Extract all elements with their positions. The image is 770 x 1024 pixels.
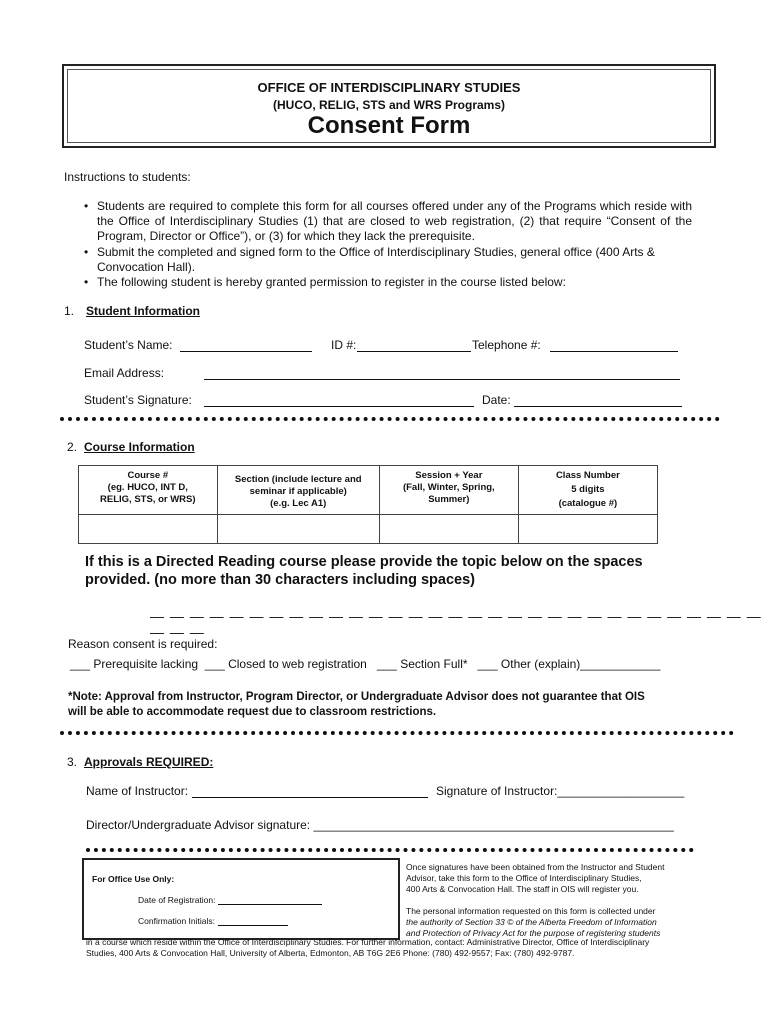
registration-date-field[interactable] (218, 904, 322, 905)
column-header-class-number: Class Number 5 digits (catalogue #) (518, 466, 657, 515)
instructor-name-field[interactable] (192, 797, 428, 798)
student-id-label: ID #: (331, 338, 357, 352)
telephone-label: Telephone #: (472, 338, 541, 352)
class-number-cell[interactable] (518, 515, 657, 544)
instructor-name-label: Name of Instructor: (86, 784, 189, 798)
course-cell[interactable] (79, 515, 218, 544)
reason-heading: Reason consent is required: (68, 637, 218, 651)
office-use-title: For Office Use Only: (92, 874, 175, 884)
email-field[interactable] (204, 379, 680, 380)
email-label: Email Address: (84, 366, 165, 380)
column-header-course: Course # (eg. HUCO, INT D, RELIG, STS, or WRS) (79, 466, 218, 515)
student-name-label: Student’s Name: (84, 338, 173, 352)
footer-instructions: Once signatures have been obtained from the Instructor and Student Advisor, take this form to the Office of Interdisciplinary Studies, 400 Arts & Convocation Hall. The staff in OIS will register you. (406, 862, 665, 894)
bullet-icon: • (84, 245, 89, 259)
section-divider (86, 848, 694, 852)
confirmation-initials-label: Confirmation Initials: (138, 916, 216, 926)
office-use-box (82, 858, 400, 940)
page-title: Consent Form (307, 112, 471, 139)
session-cell[interactable] (379, 515, 518, 544)
section-cell[interactable] (217, 515, 379, 544)
telephone-field[interactable] (550, 351, 678, 352)
instruction-bullet-3 (84, 275, 692, 290)
table-header-row (79, 466, 658, 515)
instruction-text-2: Submit the completed and signed form to the Office of Interdisciplinary Studies, general office (400 Arts & Convocation Hall). (97, 245, 655, 274)
office-name: OFFICE OF INTERDISCIPLINARY STUDIES (257, 80, 521, 95)
student-signature-label: Student’s Signature: (84, 393, 192, 407)
form-header (62, 64, 716, 148)
date-field[interactable] (514, 406, 682, 407)
column-header-section: Section (include lecture and seminar if applicable) (e.g. Lec A1) (217, 466, 379, 515)
section-3-number: 3. (67, 755, 78, 769)
bullet-icon: • (84, 199, 89, 213)
column-header-session: Session + Year (Fall, Winter, Spring, Summer) (379, 466, 518, 515)
section-3-title: Approvals REQUIRED: (84, 755, 214, 769)
section-divider (60, 417, 720, 421)
section-2-title: Course Information (84, 440, 195, 454)
student-id-field[interactable] (357, 351, 471, 352)
registration-date-label: Date of Registration: (138, 895, 216, 905)
instruction-text-1: Students are required to complete this form for all courses offered under any of the Programs which reside with the Office of Interdisciplinary Studies (1) that are closed to web registration, (2) that require “Consent of the Program, Director or Office”), or (3) for which they lack the prerequisite. (97, 199, 692, 243)
instructions-heading: Instructions to students: (64, 170, 191, 184)
instruction-text-3: The following student is hereby granted permission to register in the course listed below: (97, 275, 566, 289)
director-signature-label[interactable]: Director/Undergraduate Advisor signature: ______________________________________________________ (86, 818, 674, 832)
instruction-bullet-2 (84, 245, 692, 275)
header-inner-border (67, 69, 711, 143)
student-signature-field[interactable] (204, 406, 474, 407)
directed-reading-topic-field[interactable]: — — — — — — — — — — — — — — — — — — — — — — — — — — — — — — — — — — (150, 608, 762, 640)
reason-options[interactable]: ___ Prerequisite lacking ___ Closed to web registration ___ Section Full* ___ Other (explain)____________ (70, 657, 661, 671)
section-1-title: Student Information (86, 304, 200, 318)
approval-note: *Note: Approval from Instructor, Program Director, or Undergraduate Advisor does not guarantee that OIS will be able to accommodate request due to classroom restrictions. (68, 691, 645, 718)
course-table (78, 465, 658, 544)
programs-subtitle: (HUCO, RELIG, STS and WRS Programs) (272, 98, 506, 112)
directed-reading-instructions: If this is a Directed Reading course please provide the topic below on the spaces provided. (no more than 30 characters including spaces) (85, 554, 643, 588)
date-label: Date: (482, 393, 511, 407)
instruction-bullet-1 (84, 199, 692, 244)
student-name-field[interactable] (180, 351, 312, 352)
section-divider (60, 731, 734, 735)
table-row (79, 515, 658, 544)
section-2-number: 2. (67, 440, 78, 454)
bullet-icon: • (84, 275, 89, 289)
contact-information: in a course which reside within the Office of Interdisciplinary Studies. For further information, contact: Administrative Director, Office of Interdisciplinary Studies, 400 Arts & Convocation Hall, University of Alberta, Edmonton, AB T6G 2E6 Phone: (780) 492-9557; Fax: (780) 492-9787. (86, 937, 650, 958)
privacy-notice: The personal information requested on this form is collected under the authority of Section 33 © of the Alberta Freedom of Information and Protection of Privacy Act for the purpose of registering students (406, 906, 661, 938)
confirmation-initials-field[interactable] (218, 925, 288, 926)
instructor-signature-label[interactable]: Signature of Instructor:___________________ (436, 784, 685, 798)
section-1-number: 1. (64, 304, 75, 318)
